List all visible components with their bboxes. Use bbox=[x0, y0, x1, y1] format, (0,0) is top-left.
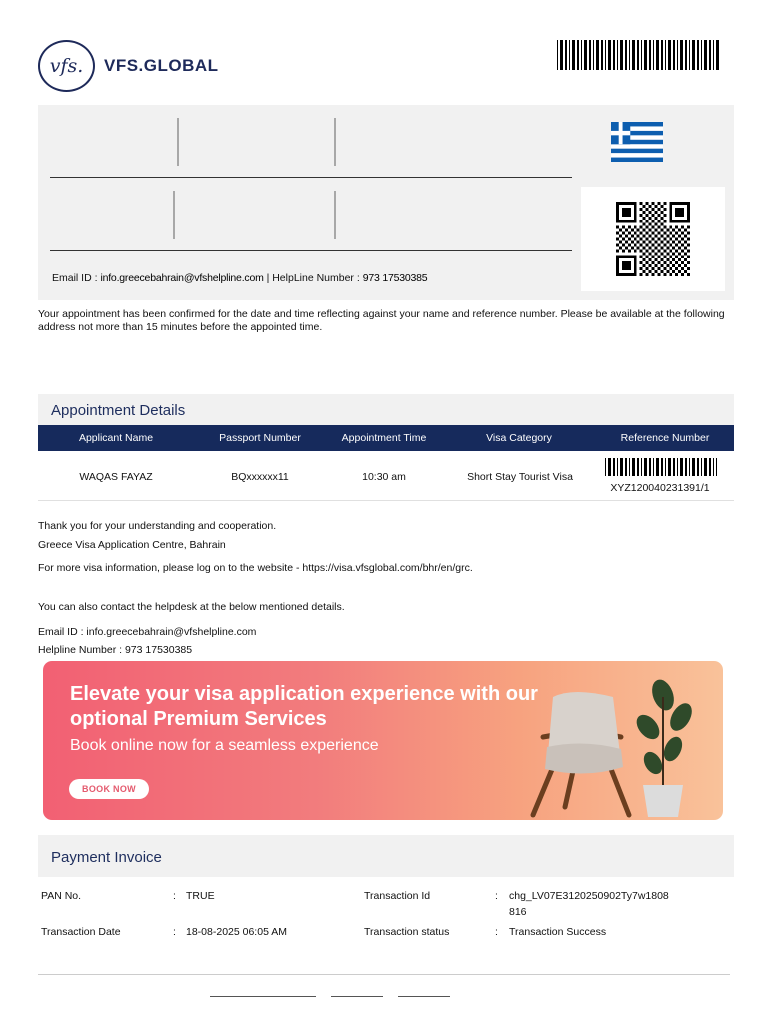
applicant-name: WAQAS FAYAZ bbox=[79, 471, 153, 483]
armchair-plant-illustration bbox=[513, 667, 723, 820]
contact-strip: Email ID : info.greecebahrain@vfshelpline.com | HelpLine Number : 973 17530385 bbox=[52, 272, 428, 284]
contact-email: info.greecebahrain@vfshelpline.com bbox=[100, 272, 264, 284]
info-divider bbox=[177, 118, 179, 166]
col-visa-category: Visa Category bbox=[486, 432, 552, 444]
info-rule bbox=[50, 250, 572, 251]
helpdesk-message: You can also contact the helpdesk at the below mentioned details. bbox=[38, 601, 345, 613]
col-appointment-time: Appointment Time bbox=[341, 432, 427, 444]
appointment-table-header bbox=[38, 425, 734, 451]
contact-helpline: 973 17530385 bbox=[362, 272, 428, 284]
section-title: Payment Invoice bbox=[51, 849, 162, 866]
visa-category: Short Stay Tourist Visa bbox=[467, 471, 573, 483]
document-barcode bbox=[557, 40, 721, 70]
txn-status-label: Transaction status bbox=[364, 926, 450, 938]
appointment-time: 10:30 am bbox=[362, 471, 406, 483]
info-divider bbox=[334, 191, 336, 239]
col-passport-number: Passport Number bbox=[219, 432, 301, 444]
qr-code-icon bbox=[614, 202, 692, 276]
section-title: Appointment Details bbox=[51, 402, 186, 419]
footer-rule bbox=[210, 996, 316, 997]
info-divider bbox=[173, 191, 175, 239]
footer-rule bbox=[398, 996, 450, 997]
helpdesk-helpline: Helpline Number : 973 17530385 bbox=[38, 644, 193, 656]
vfs-logo-text: VFS.GLOBAL bbox=[104, 56, 219, 75]
separator: : bbox=[173, 890, 176, 902]
website-message: For more visa information, please log on to the website - https://visa.vfsglobal.com/bhr/en/grc. bbox=[38, 562, 473, 574]
confirmation-message: Your appointment has been confirmed for the date and time reflecting against your name and reference number. Please be available at the following address not more than 15 minutes before the appointed time. bbox=[38, 308, 725, 333]
txn-status-value: Transaction Success bbox=[509, 926, 607, 938]
info-divider bbox=[334, 118, 336, 166]
footer-divider bbox=[38, 974, 730, 975]
col-applicant-name: Applicant Name bbox=[78, 432, 154, 444]
pan-value: TRUE bbox=[186, 890, 215, 902]
qr-code-container bbox=[581, 187, 725, 291]
reference-number: XYZ120040231391/1 bbox=[610, 482, 710, 494]
pan-label: PAN No. bbox=[41, 890, 82, 902]
footer-rule bbox=[331, 996, 383, 997]
helpdesk-email: Email ID : info.greecebahrain@vfshelpline.com bbox=[38, 626, 257, 638]
info-rule bbox=[50, 177, 572, 178]
banner-headline: Elevate your visa application experience with our optional Premium Services bbox=[70, 683, 538, 730]
col-reference-number: Reference Number bbox=[620, 432, 710, 444]
txn-id-value-cont: 816 bbox=[509, 906, 527, 918]
thanks-message: Thank you for your understanding and cooperation. bbox=[38, 520, 277, 532]
txn-id-label: Transaction Id bbox=[364, 890, 431, 902]
premium-services-banner[interactable] bbox=[43, 661, 723, 820]
txn-date-value: 18-08-2025 06:05 AM bbox=[186, 926, 287, 938]
table-divider bbox=[38, 500, 734, 501]
separator: : bbox=[495, 926, 498, 938]
reference-barcode bbox=[605, 458, 717, 476]
separator: : bbox=[173, 926, 176, 938]
vfs-logo-mark: vfs. bbox=[38, 40, 95, 92]
txn-date-label: Transaction Date bbox=[41, 926, 121, 938]
appointment-section-header bbox=[38, 394, 734, 426]
centre-name: Greece Visa Application Centre, Bahrain bbox=[38, 539, 226, 551]
greece-flag-icon bbox=[611, 122, 663, 162]
txn-id-value: chg_LV07E3120250902Ty7w1808 bbox=[509, 890, 669, 902]
book-now-button[interactable]: BOOK NOW bbox=[69, 779, 149, 799]
banner-subline: Book online now for a seamless experience bbox=[70, 737, 379, 754]
separator: : bbox=[495, 890, 498, 902]
passport-number: BQxxxxxx11 bbox=[231, 471, 289, 483]
payment-section-header bbox=[38, 835, 734, 877]
